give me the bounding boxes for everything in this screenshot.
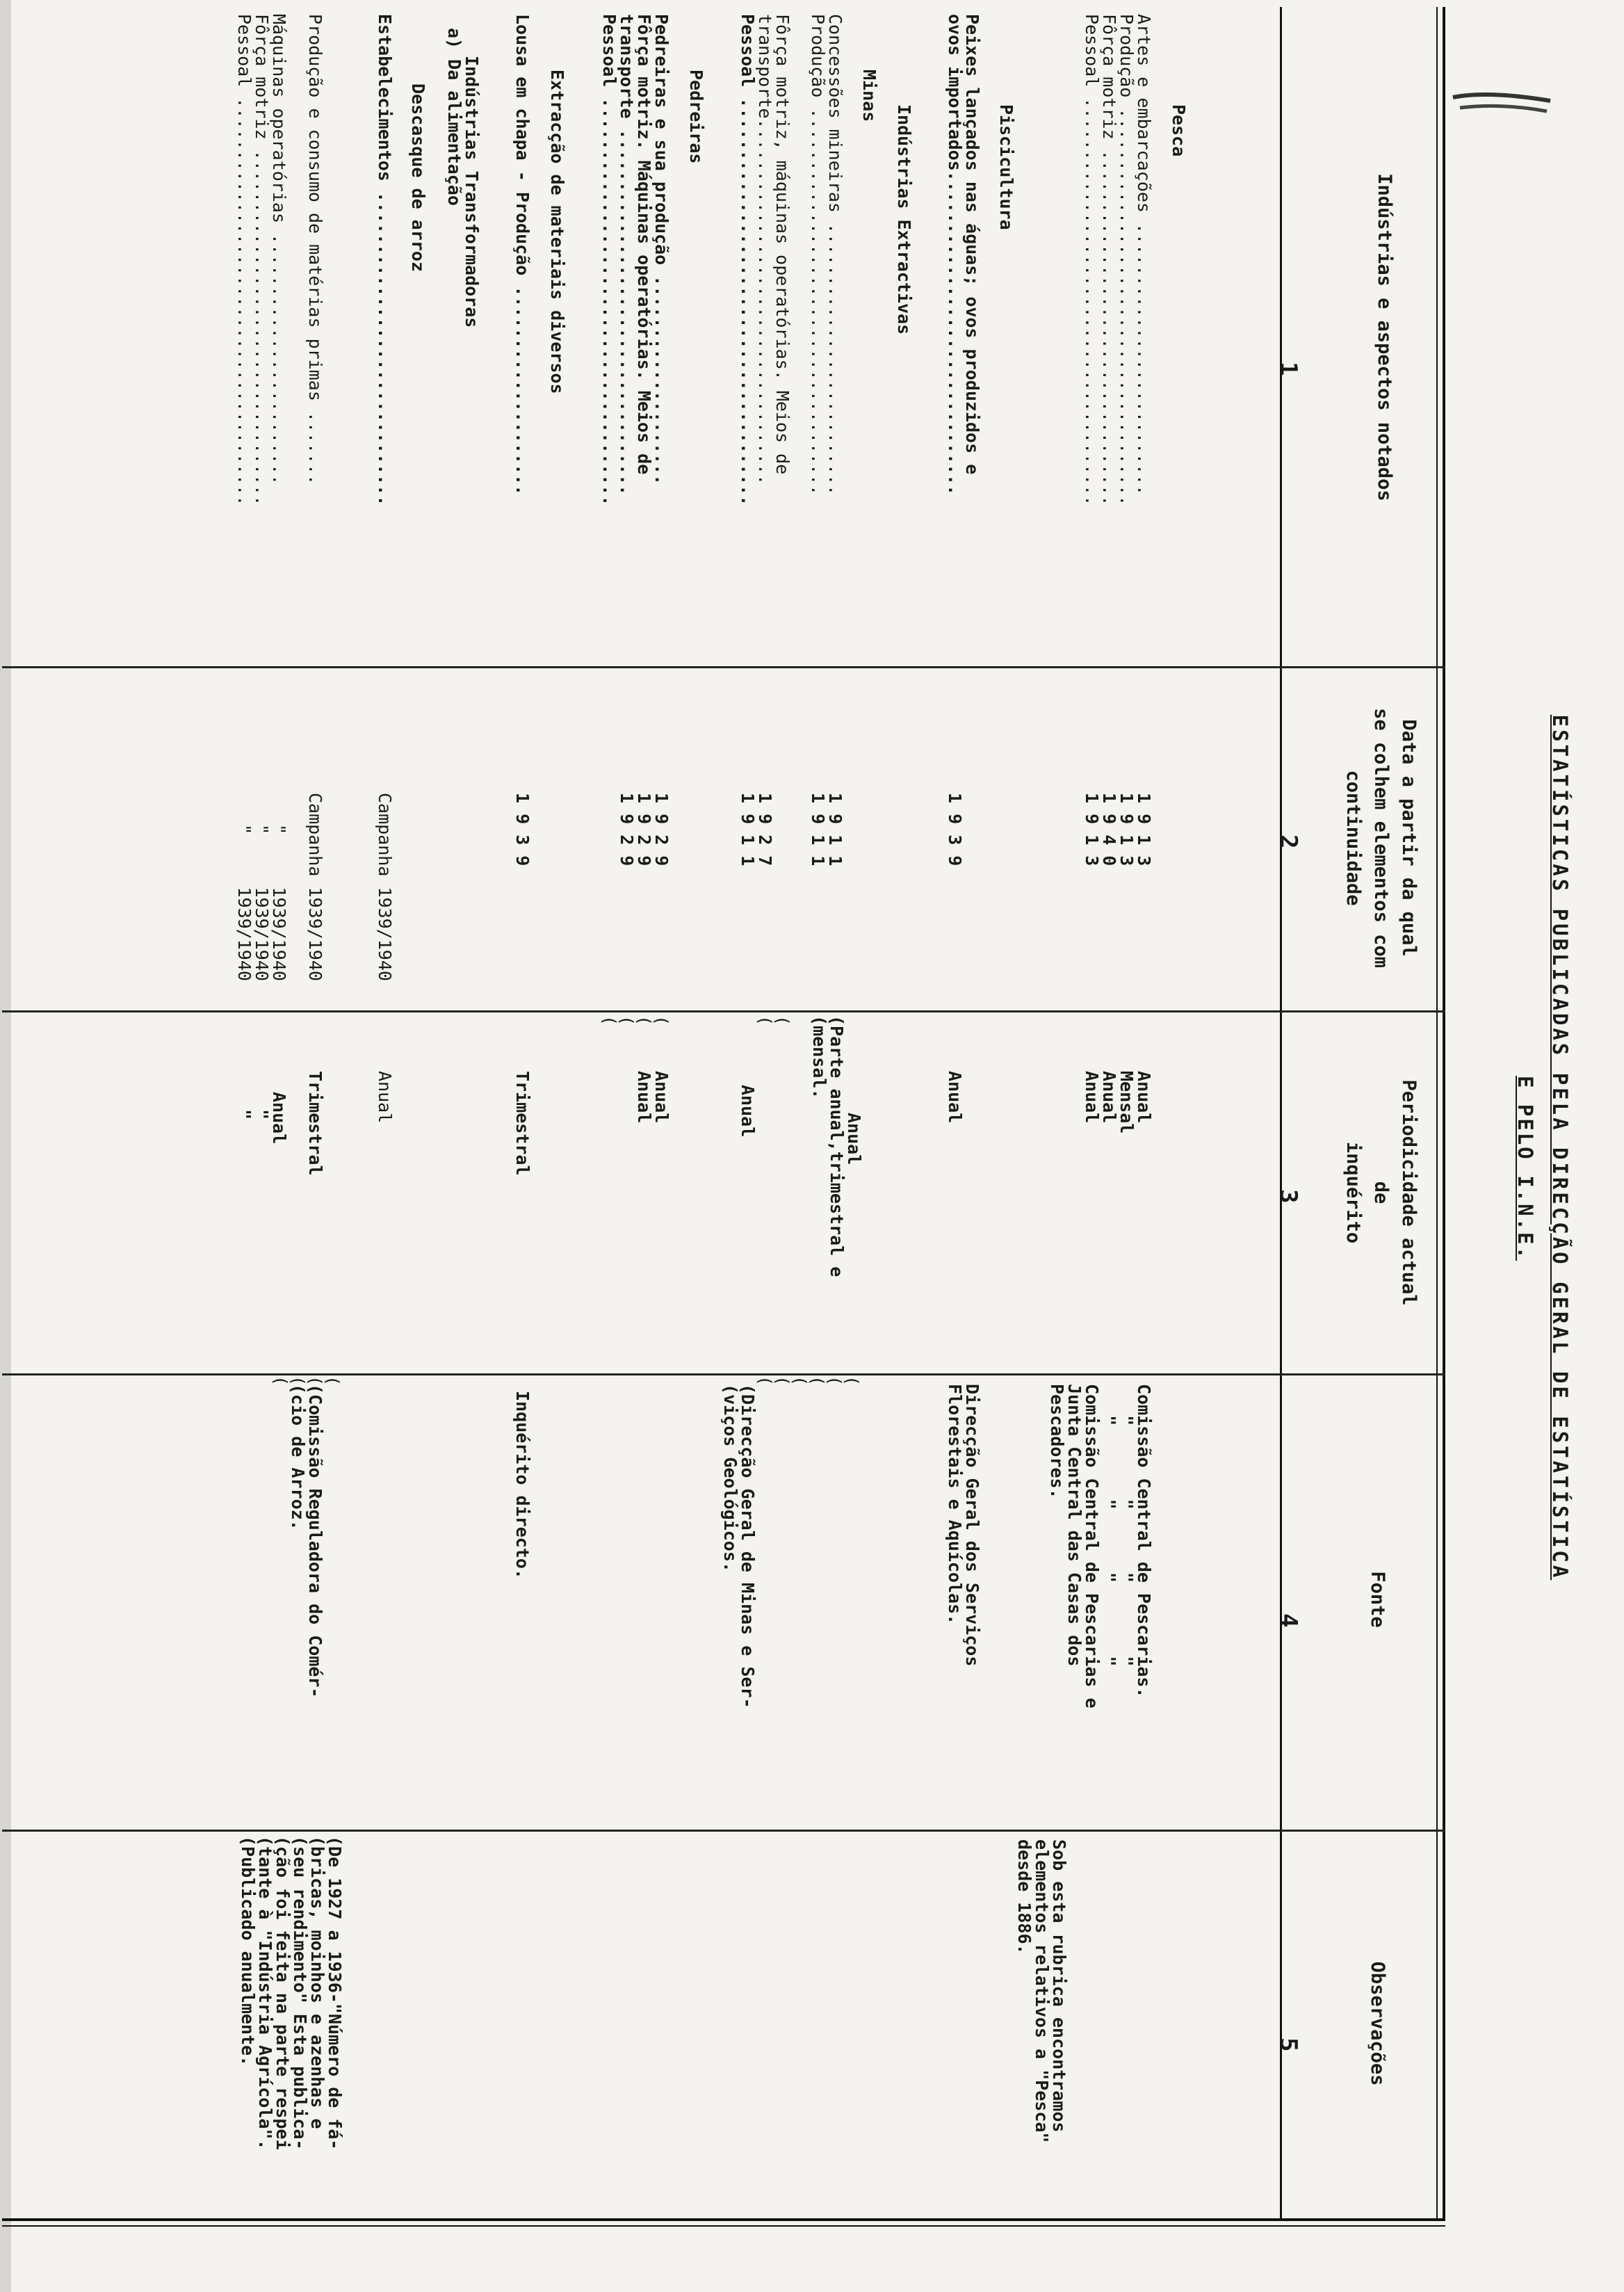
row-pedreiras-pessoal-label: Pessoal ....................................... (599, 14, 619, 506)
row-forca-arroz-date: " 1939/1940 (252, 793, 272, 981)
row-pessoal-arroz-date: " 1939/1940 (234, 793, 254, 981)
row-pessoal-pesca-period: Anual (1082, 1071, 1102, 1124)
row-lousa-date: 1 9 3 9 (512, 793, 533, 866)
row-minas-period-2: (Parte anual,trimestral e (827, 1015, 847, 1277)
row-producao-consumo-period: Trimestral (305, 1071, 325, 1176)
row-estabelecimentos-label: Estabelecimentos .............................. (375, 14, 395, 506)
brace-minas-source: ( ( ( ( ( ( (755, 1375, 862, 1387)
header-col-2: Data a partir da qual se colhem elementos com continuidade (1342, 708, 1420, 968)
header-bottom-rule (1280, 7, 1282, 2218)
row-pedreiras-transp-date: 1 9 2 9 (617, 793, 637, 866)
row-forca-pesca-label: Fôrça motriz .................................. (1099, 14, 1119, 506)
table-right-rule (2, 2218, 1445, 2221)
column-number-3: 3 (1274, 1189, 1302, 1204)
col-divider-4 (2, 1830, 1445, 1832)
row-artes-period: Anual (1134, 1071, 1154, 1124)
row-pessoal-arroz-period: " (234, 1109, 254, 1120)
row-minas-period-1: Anual (844, 1113, 864, 1165)
row-concessoes-label: Concessões mineiras .......................... (825, 14, 845, 496)
table-top-rule (1443, 7, 1445, 2218)
row-minas-period-3: (mensal. (809, 1015, 829, 1099)
row-estabelecimentos-date: Campanha 1939/1940 (375, 793, 395, 981)
row-lousa-period: Trimestral (512, 1071, 533, 1176)
row-concessoes-date: 1 9 1 1 (825, 793, 845, 866)
column-number-5: 5 (1274, 2037, 1302, 2052)
row-pedreiras-forca-period: Anual (634, 1071, 654, 1124)
row-lousa-label: Lousa em chapa - Produção .................... (512, 14, 533, 496)
row-forca-pesca-source: " " " " (1099, 1384, 1119, 1667)
row-peixes-source-1: Direcção Geral dos Serviços (962, 1384, 982, 1667)
row-maquinas-label: Máquinas operatórias ........................ (269, 14, 289, 485)
row-artes-date: 1 9 1 3 (1134, 793, 1154, 866)
brace-minas: ( ( (755, 1015, 793, 1026)
row-pedreiras-prod-date: 1 9 2 9 (651, 793, 672, 866)
row-pessoal-pesca-date: 1 9 1 3 (1082, 793, 1102, 866)
document-subtitle: E PELO I.N.E. (1513, 1076, 1537, 1261)
section-piscicultura: Piscicultura (996, 104, 1016, 230)
brace-arroz-source: ( ( ( ( (270, 1375, 343, 1387)
row-producao-consumo-label: Produção e consumo de matérias primas ....... (305, 14, 325, 485)
row-peixes-label-1: Peixes lançados nas águas; ovos produzidos e (962, 14, 982, 475)
row-estabelecimentos-period: Anual (375, 1071, 395, 1124)
section-alimentacao: a) Da alimentação (444, 28, 464, 206)
section-pedreiras: Pedreiras (686, 70, 706, 164)
row-minas-source-1: (Direcção Geral de Minas e Ser- (738, 1384, 758, 1709)
row-forca-pesca-period: Anual (1099, 1071, 1119, 1124)
row-pedreiras-forca-label: Fôrça motriz. Máquinas operatórias. Meios de (634, 14, 654, 475)
row-pedreiras-forca-date: 1 9 2 9 (634, 793, 654, 866)
row-peixes-source-2: Florestais e Aquícolas. (945, 1384, 965, 1625)
section-transformadoras: Indústrias Transformadoras (462, 56, 482, 328)
obs-pesca: Sob esta rubrica encontramos elementos relativos a "Pesca" desde 1886. (1014, 1839, 1069, 2143)
row-forca-arroz-label: Fôrça motriz .................................. (252, 14, 272, 506)
brace-pedreiras: ( ( ( ( (599, 1015, 672, 1026)
row-pessoal-minas-period: Anual (738, 1085, 758, 1138)
header-col-3: Periodicidade actual de inquérito (1342, 1079, 1420, 1306)
header-col-1: Indústrias e aspectos notados (1374, 173, 1395, 501)
header-col-5: Observações (1367, 1961, 1388, 2086)
row-artes-label: Artes e embarcações .......................... (1134, 14, 1154, 496)
row-producao-pesca-source: " " " " (1116, 1384, 1137, 1667)
row-maquinas-date: " 1939/1940 (269, 793, 289, 981)
row-peixes-date: 1 9 3 9 (945, 793, 965, 866)
row-pedreiras-transp-label: transporte ................................... (617, 14, 637, 496)
column-number-4: 4 (1274, 1613, 1302, 1628)
column-number-2: 2 (1274, 834, 1302, 849)
row-producao-pesca-date: 1 9 1 3 (1116, 793, 1137, 866)
obs-arroz: (De 1927 a 1936-"Número de fá- (bricas, moinhos e azenhas e (seu rendimento" Esta publica- (ção foi feita na parte respei (tante à "Indústria Agrícola". (Publicado anualmente. (238, 1836, 345, 2150)
row-pessoal-pesca-source-3: Pescadores. (1047, 1384, 1067, 1499)
column-number-1: 1 (1274, 362, 1302, 376)
row-producao-pesca-label: Produção ...................................... (1116, 14, 1137, 506)
section-descasque: Descasque de arroz (408, 83, 428, 272)
section-extractivas: Indústrias Extractivas (894, 104, 914, 335)
document-title: ESTATÍSTICAS PUBLICADAS PELA DIRECÇÃO GERAL DE ESTATÍSTICA (1548, 714, 1572, 1581)
row-pessoal-pesca-source-2: Junta Central das Casas dos (1064, 1384, 1085, 1667)
row-forca-minas-label-1: Fôrça motriz, máquinas operatórias. Meios de (772, 14, 793, 475)
table-top-rule-2 (1436, 7, 1438, 2218)
row-arroz-source-2: (cio de Arroz. (288, 1384, 308, 1531)
row-pessoal-pesca-source-1: Comissão Central de Pescarias e (1082, 1384, 1102, 1709)
row-pessoal-arroz-label: Pessoal ....................................... (234, 14, 254, 506)
table-right-rule-2 (2, 2225, 1445, 2227)
col-divider-2 (2, 1010, 1445, 1012)
row-pessoal-minas-date: 1 9 1 1 (738, 793, 758, 866)
row-lousa-source: Inquérito directo. (512, 1391, 533, 1579)
col-divider-1 (2, 666, 1445, 668)
row-pessoal-minas-label: Pessoal ....................................... (738, 14, 758, 506)
section-extraccao: Extracção de materiais diversos (547, 70, 567, 394)
row-peixes-label-2: ovos importados............................... (945, 14, 965, 496)
section-pesca: Pesca (1169, 104, 1189, 157)
row-producao-consumo-date: Campanha 1939/1940 (305, 793, 325, 981)
row-arroz-source-1: (Comissão Reguladora do Comér- (305, 1384, 325, 1698)
row-forca-pesca-date: 1 9 4 0 (1099, 793, 1119, 866)
row-forca-minas-label-2: transporte................................... (755, 14, 775, 485)
row-pedreiras-prod-period: Anual (651, 1071, 672, 1124)
header-col-4: Fonte (1367, 1571, 1388, 1628)
row-producao-pesca-period: Mensal (1116, 1071, 1137, 1134)
row-maquinas-period: Anual (269, 1092, 289, 1145)
section-minas: Minas (859, 70, 879, 122)
row-minas-source-2: (viços Geológicos. (720, 1384, 740, 1572)
col-divider-3 (2, 1373, 1445, 1375)
row-artes-source: Comissão Central de Pescarias. (1134, 1384, 1154, 1698)
row-pessoal-pesca-label: Pessoal ....................................... (1082, 14, 1102, 506)
row-pedreiras-prod-label: Pedreiras e sua produção .................... (651, 14, 672, 485)
row-peixes-period: Anual (945, 1071, 965, 1124)
row-producao-minas-date: 1 9 1 1 (808, 793, 828, 866)
row-producao-minas-label: Produção ..................................... (808, 14, 828, 496)
row-forca-minas-date: 1 9 2 7 (755, 793, 775, 866)
row-forca-arroz-period: " (252, 1109, 272, 1120)
